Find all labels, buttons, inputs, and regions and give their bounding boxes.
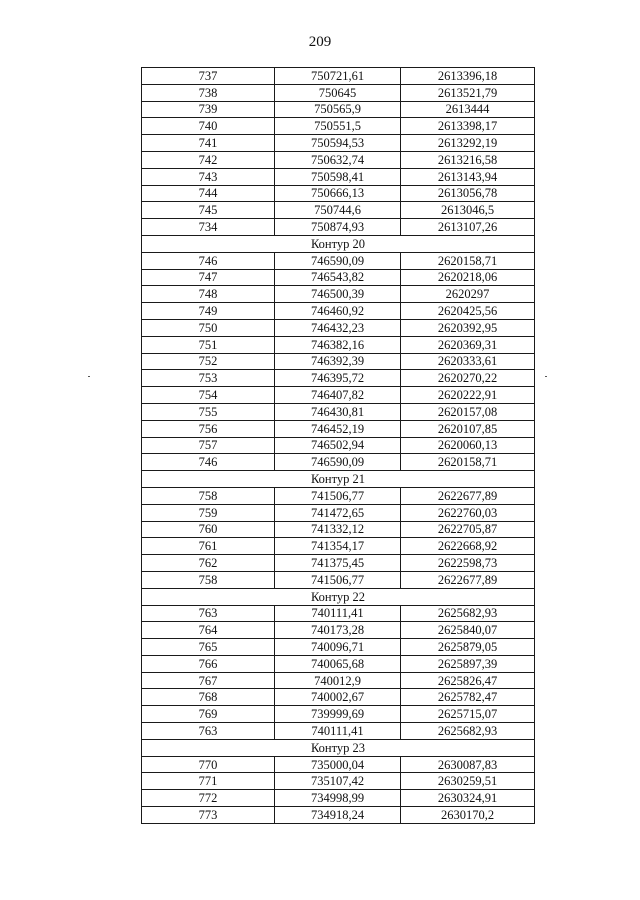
point-number-cell: 740 (142, 118, 275, 135)
x-coordinate-cell: 746432,23 (275, 319, 401, 336)
y-coordinate-cell: 2620297 (401, 286, 535, 303)
point-number-cell: 767 (142, 672, 275, 689)
y-coordinate-cell: 2620158,71 (401, 252, 535, 269)
table-row (142, 101, 535, 118)
x-coordinate-cell: 740111,41 (275, 723, 401, 740)
x-coordinate-cell: 746382,16 (275, 336, 401, 353)
x-coordinate-cell: 741506,77 (275, 571, 401, 588)
table-row (142, 639, 535, 656)
y-coordinate-cell: 2613398,17 (401, 118, 535, 135)
table-row (142, 655, 535, 672)
table-row (142, 555, 535, 572)
x-coordinate-cell: 750632,74 (275, 151, 401, 168)
x-coordinate-cell: 750551,5 (275, 118, 401, 135)
coordinates-table-body (142, 68, 535, 824)
y-coordinate-cell: 2630087,83 (401, 756, 535, 773)
table-row (142, 487, 535, 504)
y-coordinate-cell: 2625715,07 (401, 706, 535, 723)
table-row (142, 219, 535, 236)
table-row (142, 756, 535, 773)
y-coordinate-cell: 2613396,18 (401, 68, 535, 85)
point-number-cell: 738 (142, 84, 275, 101)
table-row (142, 403, 535, 420)
point-number-cell: 749 (142, 303, 275, 320)
contour-header-row (142, 588, 535, 605)
table-row (142, 168, 535, 185)
x-coordinate-cell: 746502,94 (275, 437, 401, 454)
y-coordinate-cell: 2625782,47 (401, 689, 535, 706)
point-number-cell: 756 (142, 420, 275, 437)
table-row (142, 151, 535, 168)
x-coordinate-cell: 746500,39 (275, 286, 401, 303)
x-coordinate-cell: 750721,61 (275, 68, 401, 85)
x-coordinate-cell: 734918,24 (275, 807, 401, 824)
contour-label: Контур 23 (142, 739, 535, 756)
x-coordinate-cell: 746590,09 (275, 454, 401, 471)
point-number-cell: 750 (142, 319, 275, 336)
y-coordinate-cell: 2625826,47 (401, 672, 535, 689)
y-coordinate-cell: 2613046,5 (401, 202, 535, 219)
table-row (142, 202, 535, 219)
point-number-cell: 766 (142, 655, 275, 672)
point-number-cell: 753 (142, 370, 275, 387)
point-number-cell: 742 (142, 151, 275, 168)
point-number-cell: 763 (142, 605, 275, 622)
x-coordinate-cell: 750666,13 (275, 185, 401, 202)
point-number-cell: 741 (142, 135, 275, 152)
y-coordinate-cell: 2625682,93 (401, 723, 535, 740)
y-coordinate-cell: 2630259,51 (401, 773, 535, 790)
x-coordinate-cell: 746395,72 (275, 370, 401, 387)
contour-header-row (142, 235, 535, 252)
table-row (142, 303, 535, 320)
contour-header-row (142, 471, 535, 488)
table-row (142, 437, 535, 454)
point-number-cell: 757 (142, 437, 275, 454)
x-coordinate-cell: 735107,42 (275, 773, 401, 790)
table-row (142, 118, 535, 135)
table-row (142, 387, 535, 404)
x-coordinate-cell: 750744,6 (275, 202, 401, 219)
x-coordinate-cell: 750565,9 (275, 101, 401, 118)
scan-speck (88, 376, 90, 377)
point-number-cell: 758 (142, 487, 275, 504)
x-coordinate-cell: 750594,53 (275, 135, 401, 152)
x-coordinate-cell: 740111,41 (275, 605, 401, 622)
point-number-cell: 768 (142, 689, 275, 706)
y-coordinate-cell: 2613056,78 (401, 185, 535, 202)
table-row (142, 504, 535, 521)
page-number: 209 (308, 34, 332, 50)
y-coordinate-cell: 2613216,58 (401, 151, 535, 168)
y-coordinate-cell: 2620157,08 (401, 403, 535, 420)
y-coordinate-cell: 2622677,89 (401, 487, 535, 504)
scan-speck (545, 376, 547, 377)
x-coordinate-cell: 734998,99 (275, 790, 401, 807)
x-coordinate-cell: 740173,28 (275, 622, 401, 639)
x-coordinate-cell: 739999,69 (275, 706, 401, 723)
table-row (142, 286, 535, 303)
table-row (142, 689, 535, 706)
table-row (142, 68, 535, 85)
contour-label: Контур 22 (142, 588, 535, 605)
point-number-cell: 746 (142, 454, 275, 471)
y-coordinate-cell: 2625879,05 (401, 639, 535, 656)
table-row (142, 252, 535, 269)
x-coordinate-cell: 750598,41 (275, 168, 401, 185)
x-coordinate-cell: 746407,82 (275, 387, 401, 404)
y-coordinate-cell: 2620425,56 (401, 303, 535, 320)
y-coordinate-cell: 2622677,89 (401, 571, 535, 588)
point-number-cell: 761 (142, 538, 275, 555)
table-row (142, 790, 535, 807)
table-row (142, 84, 535, 101)
y-coordinate-cell: 2630170,2 (401, 807, 535, 824)
table-row (142, 353, 535, 370)
point-number-cell: 760 (142, 521, 275, 538)
table-row (142, 370, 535, 387)
table-row (142, 454, 535, 471)
table-row (142, 269, 535, 286)
x-coordinate-cell: 741472,65 (275, 504, 401, 521)
point-number-cell: 773 (142, 807, 275, 824)
y-coordinate-cell: 2620107,85 (401, 420, 535, 437)
x-coordinate-cell: 746590,09 (275, 252, 401, 269)
y-coordinate-cell: 2630324,91 (401, 790, 535, 807)
y-coordinate-cell: 2620392,95 (401, 319, 535, 336)
point-number-cell: 747 (142, 269, 275, 286)
table-row (142, 420, 535, 437)
point-number-cell: 762 (142, 555, 275, 572)
y-coordinate-cell: 2613107,26 (401, 219, 535, 236)
table-row (142, 571, 535, 588)
x-coordinate-cell: 740096,71 (275, 639, 401, 656)
table-row (142, 672, 535, 689)
point-number-cell: 764 (142, 622, 275, 639)
x-coordinate-cell: 735000,04 (275, 756, 401, 773)
x-coordinate-cell: 741354,17 (275, 538, 401, 555)
point-number-cell: 752 (142, 353, 275, 370)
point-number-cell: 745 (142, 202, 275, 219)
contour-header-row (142, 739, 535, 756)
point-number-cell: 763 (142, 723, 275, 740)
contour-label: Контур 21 (142, 471, 535, 488)
y-coordinate-cell: 2620218,06 (401, 269, 535, 286)
x-coordinate-cell: 740065,68 (275, 655, 401, 672)
x-coordinate-cell: 740012,9 (275, 672, 401, 689)
table-row (142, 723, 535, 740)
point-number-cell: 746 (142, 252, 275, 269)
table-row (142, 807, 535, 824)
point-number-cell: 759 (142, 504, 275, 521)
y-coordinate-cell: 2620158,71 (401, 454, 535, 471)
x-coordinate-cell: 746543,82 (275, 269, 401, 286)
x-coordinate-cell: 741375,45 (275, 555, 401, 572)
point-number-cell: 748 (142, 286, 275, 303)
table-row (142, 706, 535, 723)
x-coordinate-cell: 746452,19 (275, 420, 401, 437)
y-coordinate-cell: 2620222,91 (401, 387, 535, 404)
point-number-cell: 744 (142, 185, 275, 202)
x-coordinate-cell: 741506,77 (275, 487, 401, 504)
x-coordinate-cell: 746430,81 (275, 403, 401, 420)
point-number-cell: 743 (142, 168, 275, 185)
table-row (142, 521, 535, 538)
y-coordinate-cell: 2622705,87 (401, 521, 535, 538)
point-number-cell: 739 (142, 101, 275, 118)
point-number-cell: 769 (142, 706, 275, 723)
x-coordinate-cell: 750645 (275, 84, 401, 101)
y-coordinate-cell: 2613143,94 (401, 168, 535, 185)
y-coordinate-cell: 2620369,31 (401, 336, 535, 353)
table-row (142, 605, 535, 622)
table-row (142, 773, 535, 790)
point-number-cell: 771 (142, 773, 275, 790)
x-coordinate-cell: 740002,67 (275, 689, 401, 706)
y-coordinate-cell: 2625840,07 (401, 622, 535, 639)
x-coordinate-cell: 746460,92 (275, 303, 401, 320)
y-coordinate-cell: 2620060,13 (401, 437, 535, 454)
x-coordinate-cell: 750874,93 (275, 219, 401, 236)
y-coordinate-cell: 2622668,92 (401, 538, 535, 555)
y-coordinate-cell: 2620270,22 (401, 370, 535, 387)
point-number-cell: 734 (142, 219, 275, 236)
y-coordinate-cell: 2622598,73 (401, 555, 535, 572)
point-number-cell: 765 (142, 639, 275, 656)
table-row (142, 185, 535, 202)
point-number-cell: 772 (142, 790, 275, 807)
table-row (142, 336, 535, 353)
x-coordinate-cell: 746392,39 (275, 353, 401, 370)
y-coordinate-cell: 2625897,39 (401, 655, 535, 672)
table-row (142, 319, 535, 336)
point-number-cell: 770 (142, 756, 275, 773)
point-number-cell: 758 (142, 571, 275, 588)
y-coordinate-cell: 2625682,93 (401, 605, 535, 622)
y-coordinate-cell: 2620333,61 (401, 353, 535, 370)
table-row (142, 538, 535, 555)
coordinates-table (141, 67, 535, 824)
x-coordinate-cell: 741332,12 (275, 521, 401, 538)
point-number-cell: 755 (142, 403, 275, 420)
table-row (142, 135, 535, 152)
y-coordinate-cell: 2613292,19 (401, 135, 535, 152)
point-number-cell: 754 (142, 387, 275, 404)
contour-label: Контур 20 (142, 235, 535, 252)
table-row (142, 622, 535, 639)
y-coordinate-cell: 2622760,03 (401, 504, 535, 521)
y-coordinate-cell: 2613444 (401, 101, 535, 118)
point-number-cell: 737 (142, 68, 275, 85)
y-coordinate-cell: 2613521,79 (401, 84, 535, 101)
point-number-cell: 751 (142, 336, 275, 353)
